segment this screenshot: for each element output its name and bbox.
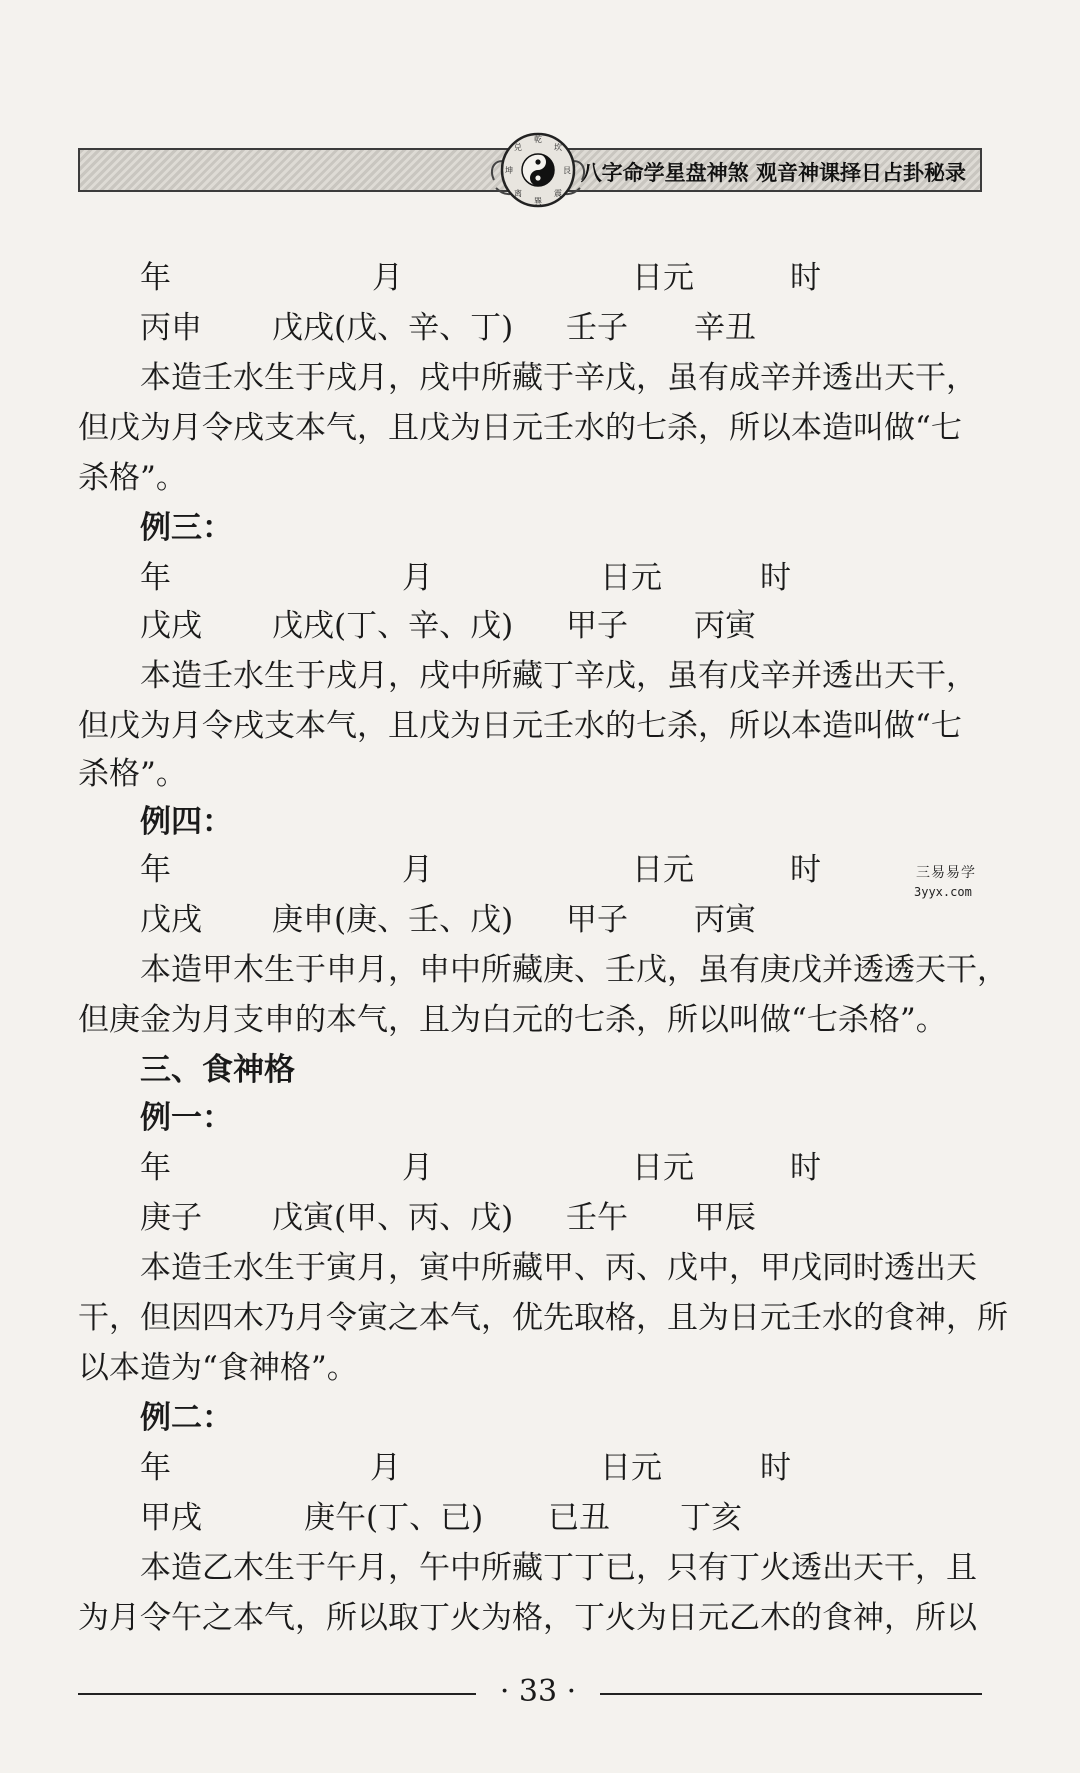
trigram-char: 离 bbox=[514, 189, 522, 198]
body-text-line: 杀格”。 bbox=[78, 460, 187, 496]
pillar-year: 戊戌 bbox=[140, 608, 202, 644]
body-text-line: 以本造为“食神格”。 bbox=[78, 1350, 358, 1386]
column-label-month: 月 bbox=[370, 1450, 401, 1486]
column-label-hour: 时 bbox=[760, 1450, 791, 1486]
column-label-month: 月 bbox=[402, 1150, 433, 1186]
pillar-month: 庚申(庚、壬、戊) bbox=[272, 902, 514, 938]
body-text-line: 本造壬水生于戌月，戌中所藏于辛戊，虽有成辛并透出天干， bbox=[140, 360, 977, 396]
pillar-month: 戊戌(戊、辛、丁) bbox=[272, 310, 514, 346]
column-label-hour: 时 bbox=[760, 560, 791, 596]
watermark-url: 3yyx.com bbox=[914, 885, 972, 899]
trigram-char: 艮 bbox=[563, 166, 571, 175]
column-label-month: 月 bbox=[372, 260, 403, 296]
pillar-hour: 辛丑 bbox=[694, 310, 756, 346]
body-text-line: 但戊为月令戌支本气，且戊为日元壬水的七杀，所以本造叫做“七 bbox=[78, 410, 962, 446]
body-text-line: 但戊为月令戌支本气，且戊为日元壬水的七杀，所以本造叫做“七 bbox=[78, 708, 962, 744]
body-text-line: 为月令午之本气，所以取丁火为格，丁火为日元乙木的食神，所以 bbox=[78, 1600, 977, 1636]
trigram-char: 巽 bbox=[534, 197, 542, 206]
pillar-day: 甲子 bbox=[566, 902, 628, 938]
trigram-char: 震 bbox=[554, 189, 562, 198]
pillar-day: 壬午 bbox=[566, 1200, 628, 1236]
column-label-year: 年 bbox=[140, 560, 171, 596]
page-number: · 33 · bbox=[499, 1674, 577, 1709]
column-label-hour: 时 bbox=[790, 260, 821, 296]
trigram-char: 兑 bbox=[514, 143, 522, 152]
pillar-hour: 甲辰 bbox=[694, 1200, 756, 1236]
example-heading: 例四： bbox=[140, 804, 233, 840]
body-text-line: 本造壬水生于戌月，戌中所藏丁辛戊，虽有戊辛并透出天干， bbox=[140, 658, 977, 694]
footer-rule-right bbox=[600, 1693, 982, 1695]
column-label-year: 年 bbox=[140, 1450, 171, 1486]
column-label-day-master: 日元 bbox=[600, 1450, 662, 1486]
pillar-year: 丙申 bbox=[140, 310, 202, 346]
column-label-year: 年 bbox=[140, 1150, 171, 1186]
pillar-year: 甲戌 bbox=[140, 1500, 202, 1536]
column-label-year: 年 bbox=[140, 852, 171, 888]
pillar-year: 庚子 bbox=[140, 1200, 202, 1236]
column-label-month: 月 bbox=[402, 852, 433, 888]
body-text-line: 干，但因四木乃月令寅之本气，优先取格，且为日元壬水的食神，所 bbox=[78, 1300, 1008, 1336]
example-heading: 例一： bbox=[140, 1100, 233, 1136]
trigram-char: 乾 bbox=[534, 135, 542, 144]
footer-rule-left bbox=[78, 1693, 476, 1695]
body-text-line: 但庚金为月支申的本气，且为白元的七杀，所以叫做“七杀格”。 bbox=[78, 1002, 947, 1038]
pillar-hour: 丙寅 bbox=[694, 902, 756, 938]
pillar-month: 戊戌(丁、辛、戊) bbox=[272, 608, 514, 644]
column-label-hour: 时 bbox=[790, 1150, 821, 1186]
column-label-day-master: 日元 bbox=[632, 852, 694, 888]
column-label-year: 年 bbox=[140, 260, 171, 296]
pillar-month: 戊寅(甲、丙、戊) bbox=[272, 1200, 514, 1236]
column-label-day-master: 日元 bbox=[600, 560, 662, 596]
pillar-hour: 丙寅 bbox=[694, 608, 756, 644]
example-heading: 例二： bbox=[140, 1400, 233, 1436]
column-label-month: 月 bbox=[402, 560, 433, 596]
pillar-day: 甲子 bbox=[566, 608, 628, 644]
section-heading: 三、食神格 bbox=[140, 1052, 295, 1088]
watermark-site-name: 三易易学 bbox=[916, 865, 976, 881]
trigram-char: 坤 bbox=[505, 166, 513, 175]
column-label-hour: 时 bbox=[790, 852, 821, 888]
pillar-day: 壬子 bbox=[566, 310, 628, 346]
body-text-line: 本造壬水生于寅月，寅中所藏甲、丙、戊中，甲戊同时透出天 bbox=[140, 1250, 977, 1286]
pillar-day: 已丑 bbox=[548, 1500, 610, 1536]
running-header-title: 八字命学星盘神煞 观音神课择日占卦秘录 bbox=[580, 161, 966, 185]
example-heading: 例三： bbox=[140, 510, 233, 546]
body-text-line: 杀格”。 bbox=[78, 756, 187, 792]
trigram-char: 坎 bbox=[554, 143, 562, 152]
column-label-day-master: 日元 bbox=[632, 260, 694, 296]
body-text-line: 本造甲木生于申月，申中所藏庚、壬戊，虽有庚戊并透透天干， bbox=[140, 952, 1008, 988]
column-label-day-master: 日元 bbox=[632, 1150, 694, 1186]
pillar-year: 戊戌 bbox=[140, 902, 202, 938]
pillar-hour: 丁亥 bbox=[680, 1500, 742, 1536]
pillar-month: 庚午(丁、已) bbox=[304, 1500, 484, 1536]
body-text-line: 本造乙木生于午月，午中所藏丁丁已，只有丁火透出天干，且 bbox=[140, 1550, 977, 1586]
